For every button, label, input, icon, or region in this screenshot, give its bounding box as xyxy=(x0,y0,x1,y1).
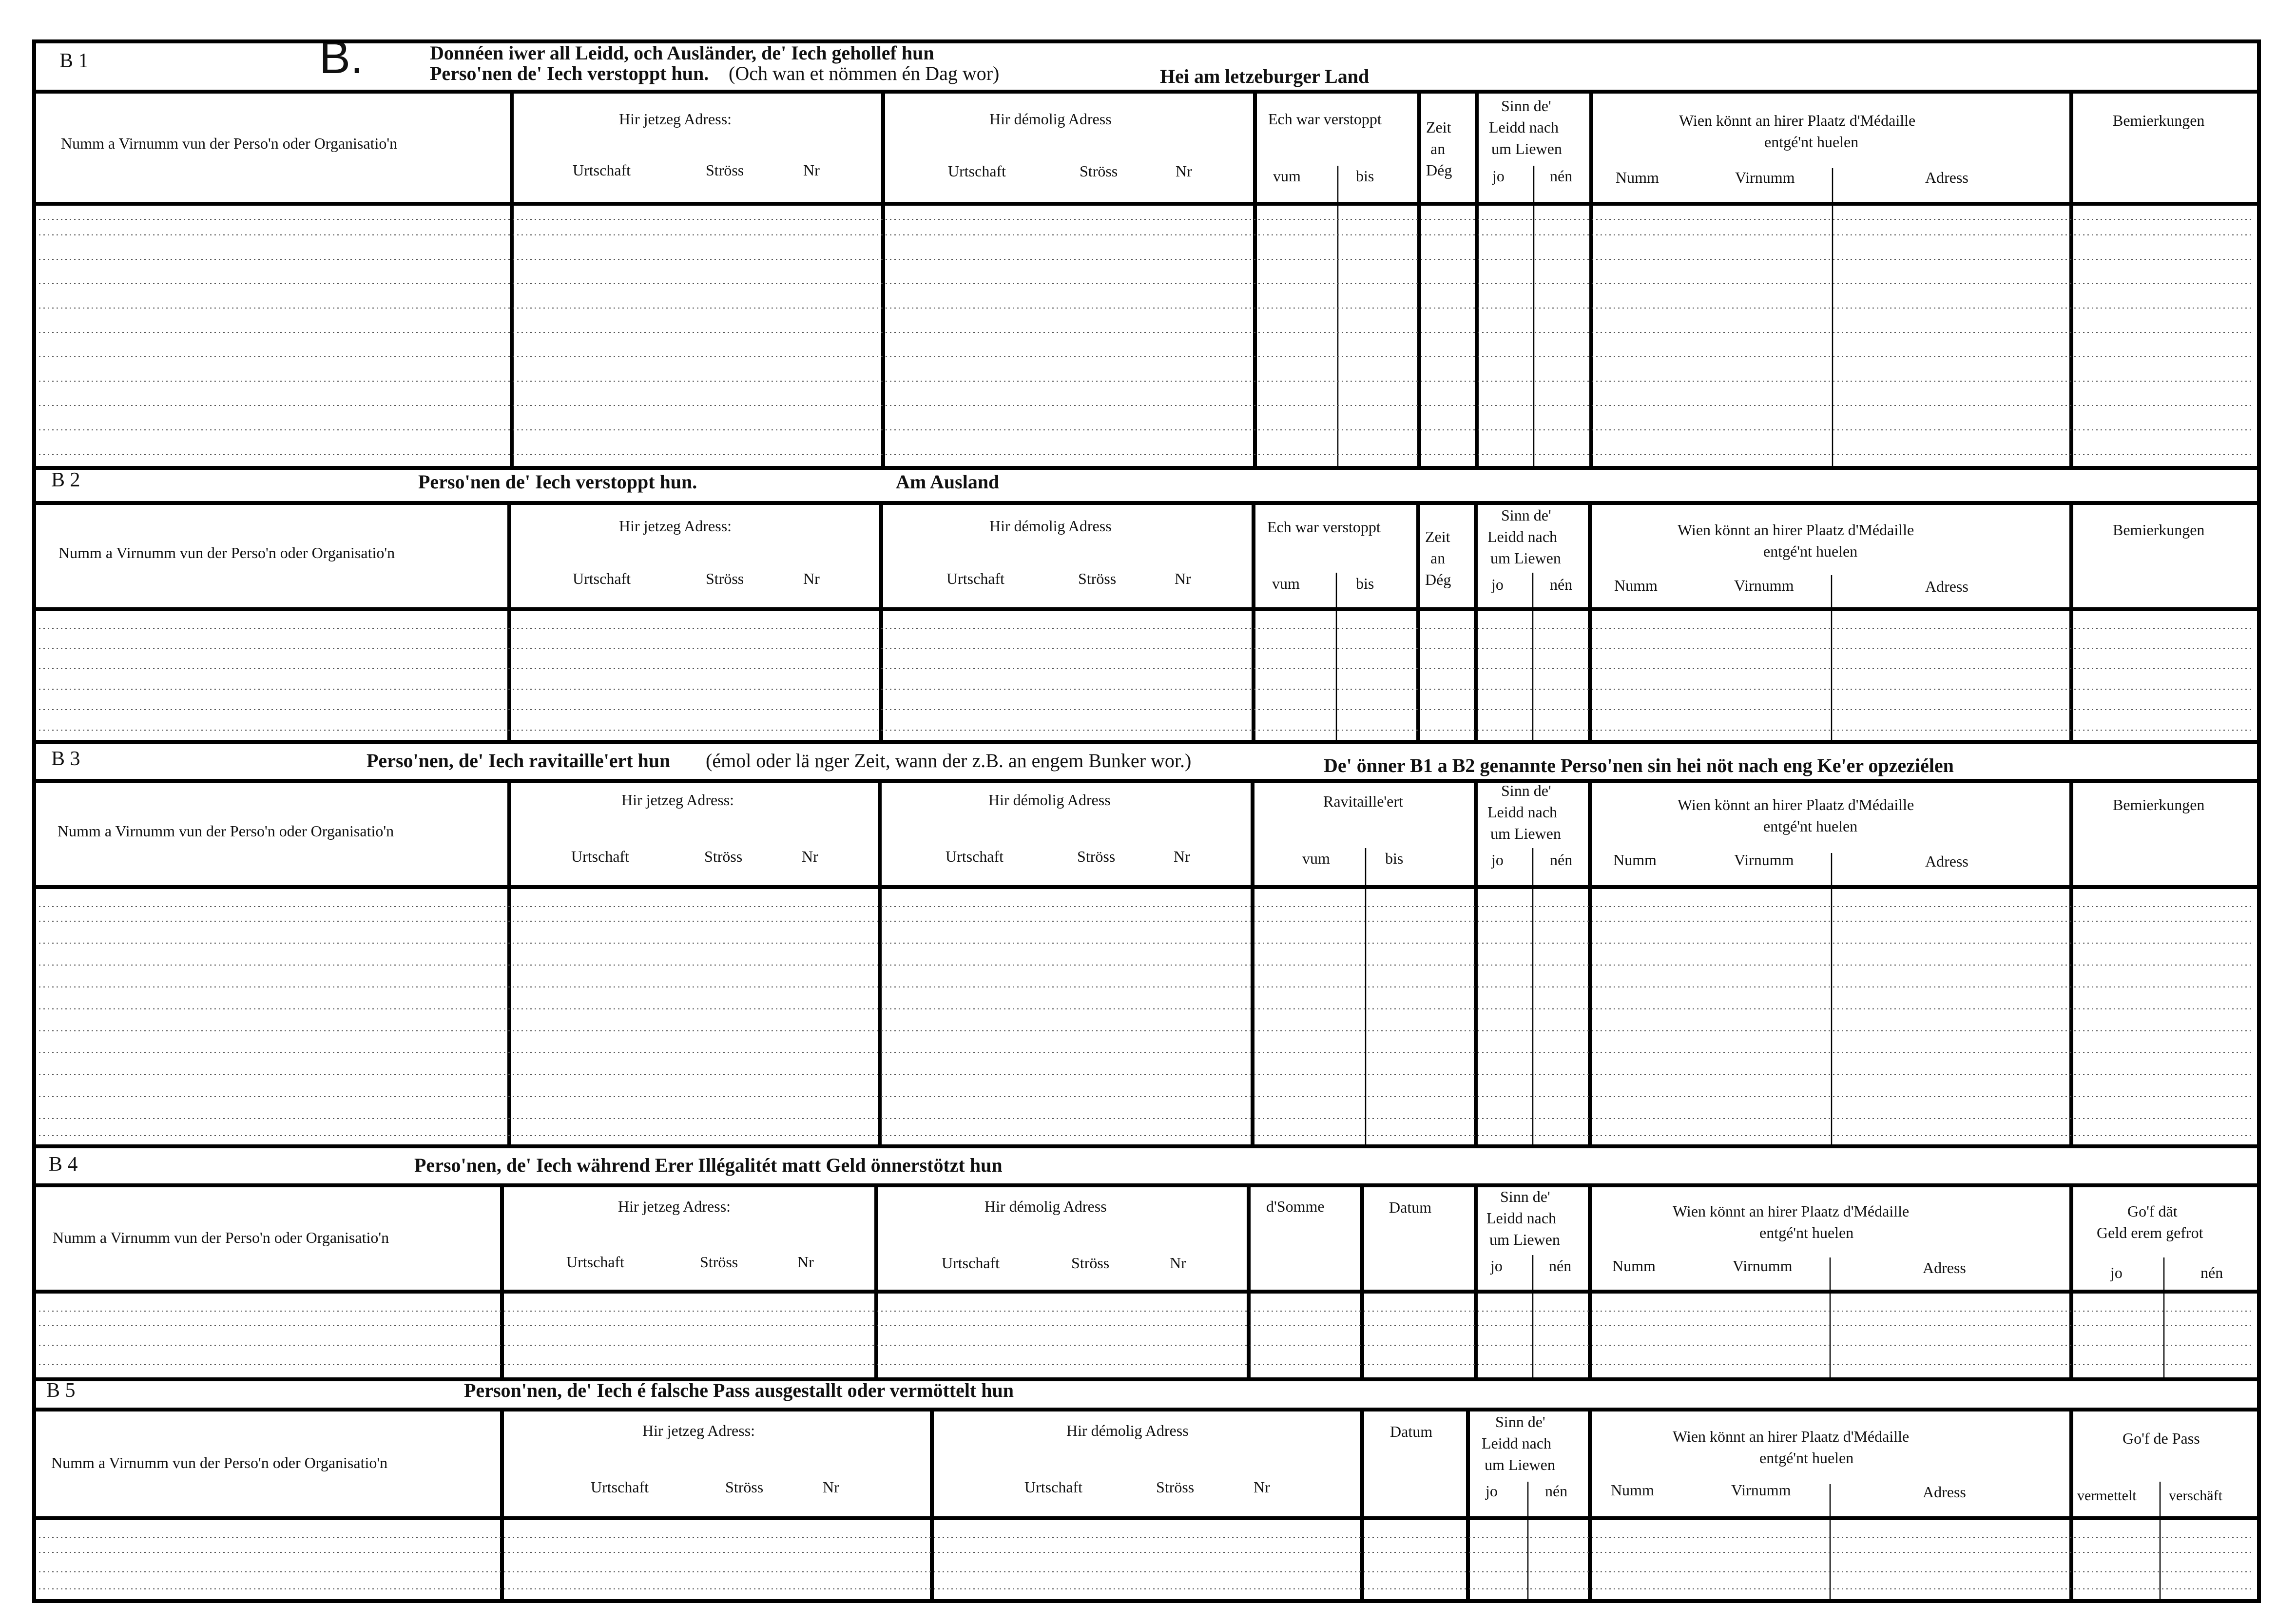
b2-name-header: Numm a Virnumm vun der Perso'n oder Organisatio'n xyxy=(58,544,395,561)
b3-title-extra: De' önner B1 a B2 genannte Perso'nen sin hei nöt nach eng Ke'er opzeziélen xyxy=(1324,754,1954,776)
b1-remarks: Bemierkungen xyxy=(2113,112,2205,129)
b4-name-header: Numm a Virnumm vun der Perso'n oder Organisatio'n xyxy=(53,1229,389,1246)
b4-current-address-header: Hir jetzeg Adress: xyxy=(618,1198,731,1215)
b4-former-town: Urtschaft xyxy=(942,1254,1000,1272)
section-label-b2: B 2 xyxy=(51,469,80,491)
b4-address: Adress xyxy=(1923,1259,1966,1276)
b1-former-address-header: Hir démolig Adress xyxy=(989,110,1112,128)
b1-yes: jo xyxy=(1492,167,1505,185)
b1-from: vum xyxy=(1273,167,1301,185)
b4-no: nén xyxy=(1549,1257,1572,1275)
section-label-b5: B 5 xyxy=(46,1379,76,1402)
b2-current-town: Urtschaft xyxy=(573,570,631,587)
b3-title: Perso'nen, de' Iech ravitaille'ert hun xyxy=(367,750,671,772)
b5-alive-l1: Sinn de' xyxy=(1495,1413,1545,1431)
b2-current-address-header: Hir jetzeg Adress: xyxy=(619,517,732,535)
b3-supplied-header: Ravitaille'ert xyxy=(1323,793,1403,810)
b1-alive-l2: Leidd nach xyxy=(1489,118,1559,136)
b3-no: nén xyxy=(1550,851,1573,869)
b4-date-header: Datum xyxy=(1389,1199,1432,1216)
b5-name-header: Numm a Virnumm vun der Perso'n oder Organisatio'n xyxy=(51,1454,388,1471)
b5-former-street: Ströss xyxy=(1156,1478,1195,1496)
b5-firstname: Virnumm xyxy=(1731,1481,1791,1499)
b4-former-address-header: Hir démolig Adress xyxy=(984,1198,1107,1215)
b2-address: Adress xyxy=(1925,578,1968,595)
b5-arranged: vermettelt xyxy=(2077,1488,2137,1504)
b5-gifted: verschäft xyxy=(2169,1488,2222,1504)
form-title-main: Perso'nen de' Iech verstoppt hun. xyxy=(430,62,709,84)
b4-medal-l1: Wien könnt an hirer Plaatz d'Médaille xyxy=(1673,1202,1910,1220)
b2-until: bis xyxy=(1356,575,1374,592)
section-b4 xyxy=(34,1153,2259,1379)
b2-time-l1: Zeit xyxy=(1425,528,1450,545)
b2-time-l2: an xyxy=(1430,549,1446,567)
b5-current-number: Nr xyxy=(823,1478,839,1496)
b2-current-number: Nr xyxy=(803,570,820,587)
b4-former-street: Ströss xyxy=(1071,1254,1110,1272)
b2-current-street: Ströss xyxy=(706,570,744,587)
b2-alive-l1: Sinn de' xyxy=(1501,506,1551,524)
b1-name-header: Numm a Virnumm vun der Perso'n oder Organisatio'n xyxy=(61,135,398,152)
b3-current-town: Urtschaft xyxy=(571,848,630,865)
b1-firstname: Virnumm xyxy=(1735,169,1795,186)
b4-money-l1: Go'f dät xyxy=(2127,1202,2178,1220)
b4-alive-l2: Leidd nach xyxy=(1486,1209,1557,1227)
b1-no: nén xyxy=(1550,167,1573,185)
b2-medal-l1: Wien könnt an hirer Plaatz d'Médaille xyxy=(1678,521,1914,539)
b1-time-l2: an xyxy=(1430,140,1446,157)
b4-money-no: nén xyxy=(2200,1264,2223,1281)
b5-yes: jo xyxy=(1486,1482,1498,1500)
b3-medal-l1: Wien könnt an hirer Plaatz d'Médaille xyxy=(1678,796,1914,813)
b3-remarks: Bemierkungen xyxy=(2113,796,2205,813)
b4-money-yes: jo xyxy=(2110,1264,2123,1281)
b2-place: Am Ausland xyxy=(896,471,1000,493)
b3-from: vum xyxy=(1302,850,1330,867)
b3-alive-l3: um Liewen xyxy=(1490,825,1561,842)
b2-from: vum xyxy=(1272,575,1300,592)
form-title-note: (Och wan et nömmen én Dag wor) xyxy=(729,62,1000,84)
b3-alive-l1: Sinn de' xyxy=(1501,782,1551,799)
form-title-place: Hei am letzeburger Land xyxy=(1160,65,1370,87)
b3-address: Adress xyxy=(1925,852,1968,870)
b3-firstname: Virnumm xyxy=(1734,851,1794,869)
b1-time-l3: Dég xyxy=(1426,161,1452,179)
b1-time-l1: Zeit xyxy=(1426,118,1451,136)
b4-alive-l3: um Liewen xyxy=(1489,1231,1560,1248)
b3-title-note: (émol oder lä nger Zeit, wann der z.B. an engem Bunker wor.) xyxy=(706,750,1192,772)
b1-current-town: Urtschaft xyxy=(573,161,631,179)
b1-surname: Numm xyxy=(1616,169,1659,186)
b3-current-address-header: Hir jetzeg Adress: xyxy=(621,791,734,809)
b1-alive-l1: Sinn de' xyxy=(1501,97,1551,115)
b3-name-header: Numm a Virnumm vun der Perso'n oder Organisatio'n xyxy=(58,822,394,840)
b2-time-l3: Dég xyxy=(1425,571,1451,588)
b5-pass-header: Go'f de Pass xyxy=(2123,1430,2200,1447)
b4-money-l2: Geld erem gefrot xyxy=(2097,1224,2203,1241)
form-title-line1: Donnéen iwer all Leidd, och Ausländer, de' Iech gehollef hun xyxy=(430,42,934,64)
section-label-b4: B 4 xyxy=(49,1153,78,1176)
b5-former-address-header: Hir démolig Adress xyxy=(1066,1422,1189,1439)
form-border xyxy=(34,41,2259,1601)
b4-surname: Numm xyxy=(1612,1257,1656,1275)
section-b1 xyxy=(34,92,2259,468)
b1-current-address-header: Hir jetzeg Adress: xyxy=(619,110,732,128)
b2-remarks: Bemierkungen xyxy=(2113,521,2205,539)
section-label-b1: B 1 xyxy=(59,50,89,72)
b5-current-address-header: Hir jetzeg Adress: xyxy=(642,1422,755,1439)
b4-firstname: Virnumm xyxy=(1733,1257,1793,1275)
b3-former-town: Urtschaft xyxy=(946,848,1004,865)
b2-former-town: Urtschaft xyxy=(946,570,1005,587)
b3-current-street: Ströss xyxy=(704,848,743,865)
b4-medal-l2: entgé'nt huelen xyxy=(1759,1224,1854,1241)
b2-alive-l3: um Liewen xyxy=(1490,549,1561,567)
b3-former-number: Nr xyxy=(1174,848,1190,865)
b1-medal-l2: entgé'nt huelen xyxy=(1764,133,1859,151)
b5-address: Adress xyxy=(1923,1483,1966,1501)
form-title-line2 xyxy=(430,62,709,84)
b4-sum-header: d'Somme xyxy=(1266,1198,1325,1215)
b2-no: nén xyxy=(1550,576,1573,593)
b5-alive-l3: um Liewen xyxy=(1485,1456,1555,1473)
b4-current-town: Urtschaft xyxy=(566,1253,625,1271)
b2-medal-l2: entgé'nt huelen xyxy=(1763,542,1858,560)
b1-current-number: Nr xyxy=(803,161,820,179)
b2-former-number: Nr xyxy=(1175,570,1191,587)
b1-alive-l3: um Liewen xyxy=(1491,140,1562,157)
b3-former-address-header: Hir démolig Adress xyxy=(988,791,1111,809)
b2-alive-l2: Leidd nach xyxy=(1487,528,1558,545)
b3-surname: Numm xyxy=(1613,851,1657,869)
b2-hid-header: Ech war verstoppt xyxy=(1267,518,1381,536)
b5-medal-l2: entgé'nt huelen xyxy=(1759,1449,1854,1467)
b5-date-header: Datum xyxy=(1390,1423,1433,1440)
b1-current-street: Ströss xyxy=(706,161,744,179)
b3-medal-l2: entgé'nt huelen xyxy=(1763,817,1858,835)
section-label-b3: B 3 xyxy=(51,748,80,770)
b3-current-number: Nr xyxy=(802,848,818,865)
b1-medal-l1: Wien könnt an hirer Plaatz d'Médaille xyxy=(1679,112,1916,129)
b5-medal-l1: Wien könnt an hirer Plaatz d'Médaille xyxy=(1673,1428,1910,1445)
b1-address: Adress xyxy=(1925,169,1968,186)
b5-current-town: Urtschaft xyxy=(591,1478,649,1496)
b4-current-street: Ströss xyxy=(700,1253,738,1271)
b4-yes: jo xyxy=(1490,1257,1503,1275)
b5-alive-l2: Leidd nach xyxy=(1482,1434,1552,1452)
b1-former-town: Urtschaft xyxy=(948,162,1006,180)
b4-alive-l1: Sinn de' xyxy=(1500,1188,1550,1205)
b3-alive-l2: Leidd nach xyxy=(1487,803,1558,821)
b5-current-street: Ströss xyxy=(725,1478,764,1496)
b3-yes: jo xyxy=(1491,851,1504,869)
b2-yes: jo xyxy=(1491,576,1504,593)
b5-title: Person'nen, de' Iech é falsche Pass ausgestallt oder vermöttelt hun xyxy=(464,1379,1014,1401)
b1-hid-header: Ech war verstoppt xyxy=(1268,110,1382,128)
form-letter: B. xyxy=(319,31,364,83)
section-b5 xyxy=(34,1379,2259,1601)
b1-former-number: Nr xyxy=(1176,162,1192,180)
b4-current-number: Nr xyxy=(797,1253,814,1271)
b2-firstname: Virnumm xyxy=(1734,577,1794,594)
b2-former-address-header: Hir démolig Adress xyxy=(989,517,1112,535)
b1-until: bis xyxy=(1356,167,1374,185)
b3-until: bis xyxy=(1385,850,1404,867)
b5-former-town: Urtschaft xyxy=(1024,1478,1083,1496)
b3-former-street: Ströss xyxy=(1077,848,1116,865)
b2-surname: Numm xyxy=(1614,577,1658,594)
section-b2 xyxy=(34,469,2259,742)
b1-former-street: Ströss xyxy=(1080,162,1118,180)
b2-former-street: Ströss xyxy=(1078,570,1117,587)
b5-surname: Numm xyxy=(1611,1481,1654,1499)
b4-title: Perso'nen, de' Iech während Erer Illégalitét matt Geld önnerstötzt hun xyxy=(414,1154,1003,1176)
b5-former-number: Nr xyxy=(1254,1478,1270,1496)
b2-title: Perso'nen de' Iech verstoppt hun. xyxy=(418,471,697,493)
b4-former-number: Nr xyxy=(1170,1254,1186,1272)
b5-no: nén xyxy=(1545,1482,1568,1500)
section-b3 xyxy=(34,748,2259,1146)
